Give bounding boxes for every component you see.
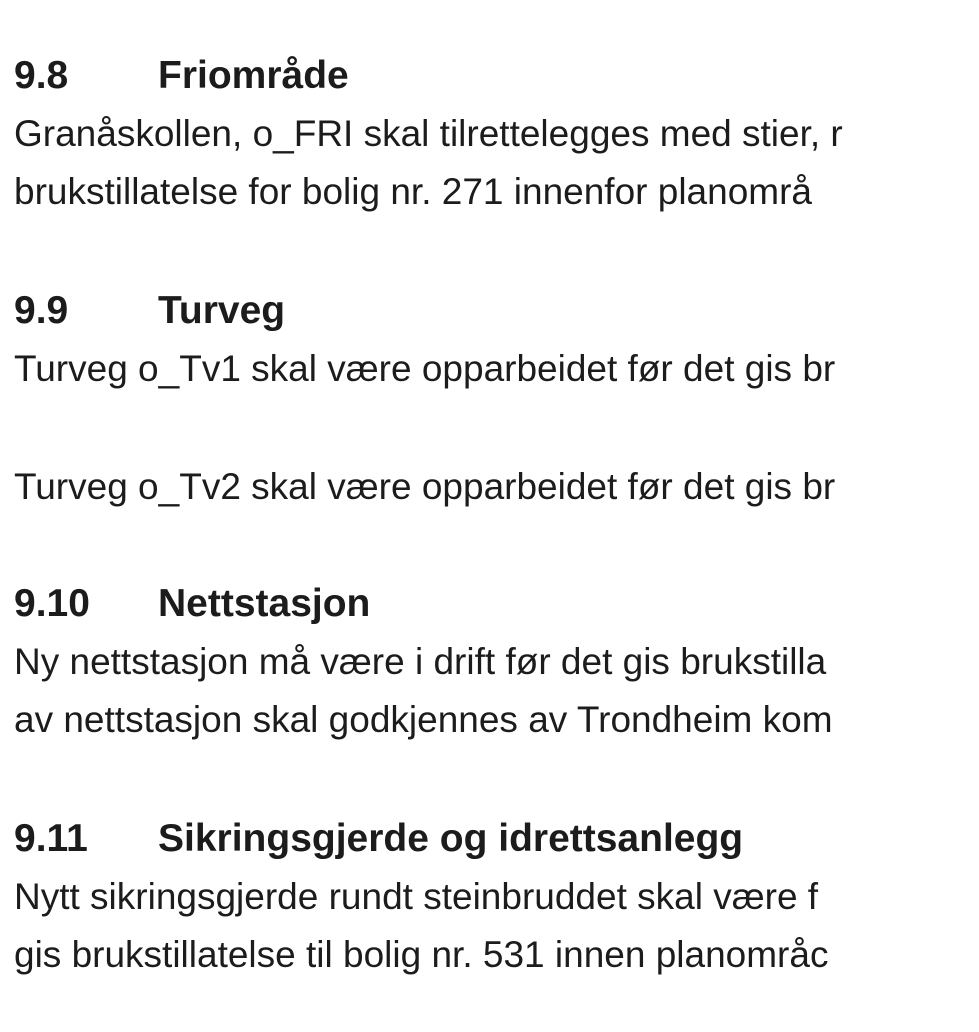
section-number: 9.9 <box>14 289 69 332</box>
paragraph-line: Turveg o_Tv1 skal være opparbeidet før det gis br <box>14 348 836 389</box>
paragraph-line: gis brukstillatelse til bolig nr. 531 innen planområc <box>14 934 829 975</box>
section-heading-9-9 <box>14 287 285 335</box>
section-number: 9.10 <box>14 582 90 625</box>
section-number: 9.8 <box>14 54 69 97</box>
section-title: Sikringsgjerde og idrettsanlegg <box>158 817 744 860</box>
section-heading-9-11 <box>14 815 743 863</box>
paragraph-line: Nytt sikringsgjerde rundt steinbruddet skal være f <box>14 876 819 917</box>
section-title: Nettstasjon <box>158 582 371 625</box>
paragraph-line: Ny nettstasjon må være i drift før det gis brukstilla <box>14 641 827 682</box>
paragraph-line: Turveg o_Tv2 skal være opparbeidet før det gis br <box>14 466 836 507</box>
section-title: Friområde <box>158 54 349 97</box>
paragraph-line: brukstillatelse for bolig nr. 271 innenfor planområ <box>14 171 813 212</box>
section-number: 9.11 <box>14 817 88 860</box>
section-heading-9-10 <box>14 580 370 628</box>
paragraph-line: av nettstasjon skal godkjennes av Trondheim kom <box>14 699 833 740</box>
section-heading-9-8 <box>14 52 349 100</box>
paragraph-line: Granåskollen, o_FRI skal tilrettelegges med stier, r <box>14 113 843 154</box>
section-title: Turveg <box>158 289 286 332</box>
